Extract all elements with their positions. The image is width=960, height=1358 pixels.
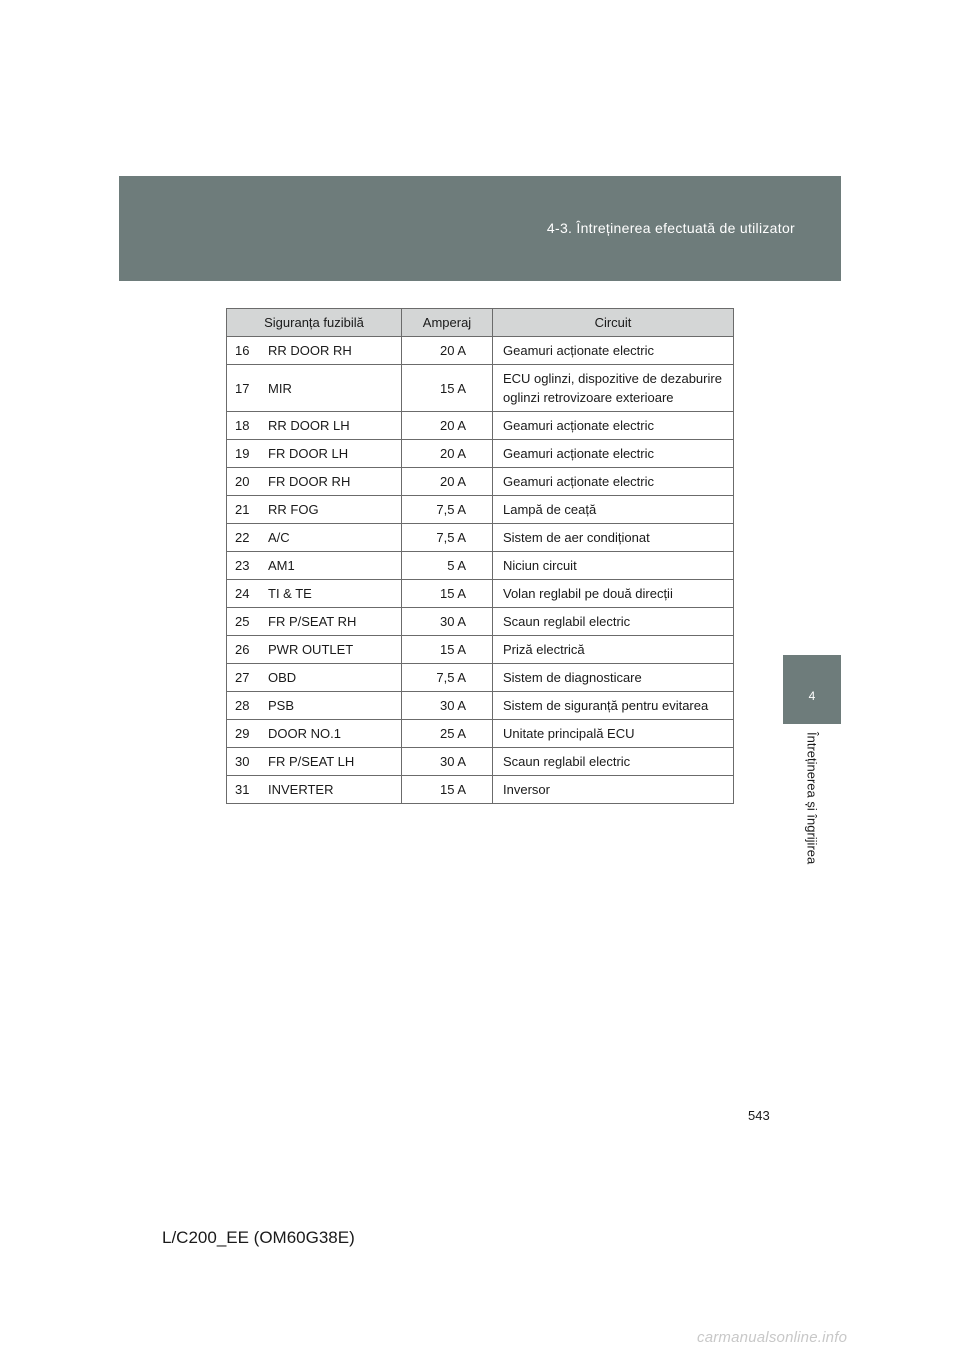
fuse-amperage: 7,5 A [402, 524, 493, 552]
table-row [227, 608, 734, 636]
fuse-circuit: Scaun reglabil electric [493, 748, 734, 776]
table-row [227, 692, 734, 720]
fuse-name: DOOR NO.1 [258, 720, 402, 748]
fuse-amperage: 7,5 A [402, 664, 493, 692]
fuse-circuit: Sistem de siguranță pentru evitarea [493, 692, 734, 720]
fuse-number: 23 [227, 552, 259, 580]
fuse-number: 21 [227, 496, 259, 524]
table-row [227, 552, 734, 580]
fuse-amperage: 20 A [402, 412, 493, 440]
section-header-band [119, 176, 841, 281]
table-header-row [227, 309, 734, 337]
fuse-circuit: Volan reglabil pe două direcții [493, 580, 734, 608]
table-row [227, 580, 734, 608]
fuse-circuit: Geamuri acționate electric [493, 337, 734, 365]
fuse-number: 29 [227, 720, 259, 748]
page-number: 543 [748, 1108, 770, 1123]
document-code: L/C200_EE (OM60G38E) [162, 1228, 355, 1247]
fuse-name: FR P/SEAT RH [258, 608, 402, 636]
table-row [227, 365, 734, 412]
fuse-amperage: 20 A [402, 337, 493, 365]
fuse-circuit: Geamuri acționate electric [493, 440, 734, 468]
fuse-name: FR DOOR RH [258, 468, 402, 496]
fuse-table [226, 308, 734, 804]
header-amperage: Amperaj [402, 309, 493, 337]
watermark-link[interactable]: carmanualsonline.info [697, 1329, 848, 1346]
fuse-name: A/C [258, 524, 402, 552]
fuse-circuit [493, 365, 734, 412]
fuse-circuit: Geamuri acționate electric [493, 412, 734, 440]
fuse-name: PWR OUTLET [258, 636, 402, 664]
fuse-number: 27 [227, 664, 259, 692]
fuse-number: 18 [227, 412, 259, 440]
table-row [227, 440, 734, 468]
fuse-amperage: 15 A [402, 636, 493, 664]
fuse-amperage: 15 A [402, 580, 493, 608]
fuse-circuit: Sistem de diagnosticare [493, 664, 734, 692]
circuit-line-1: ECU oglinzi, dispozitive de dezaburire [503, 371, 722, 386]
fuse-number: 20 [227, 468, 259, 496]
table-row [227, 776, 734, 804]
fuse-name: TI & TE [258, 580, 402, 608]
fuse-amperage: 7,5 A [402, 496, 493, 524]
section-title: 4-3. Întreținerea efectuată de utilizator [546, 220, 795, 236]
fuse-number: 24 [227, 580, 259, 608]
fuse-amperage: 25 A [402, 720, 493, 748]
fuse-number: 26 [227, 636, 259, 664]
fuse-amperage: 15 A [402, 776, 493, 804]
fuse-amperage: 30 A [402, 748, 493, 776]
table-row [227, 468, 734, 496]
chapter-number: 4 [808, 689, 816, 703]
fuse-name: INVERTER [258, 776, 402, 804]
fuse-circuit: Geamuri acționate electric [493, 468, 734, 496]
fuse-amperage: 15 A [402, 365, 493, 412]
fuse-name: RR DOOR RH [258, 337, 402, 365]
table-row [227, 412, 734, 440]
fuse-number: 30 [227, 748, 259, 776]
table-row [227, 524, 734, 552]
fuse-name: RR DOOR LH [258, 412, 402, 440]
fuse-number: 22 [227, 524, 259, 552]
table-row [227, 337, 734, 365]
fuse-number: 25 [227, 608, 259, 636]
table-row [227, 636, 734, 664]
fuse-name: RR FOG [258, 496, 402, 524]
header-circuit: Circuit [493, 309, 734, 337]
fuse-name: AM1 [258, 552, 402, 580]
header-fuse: Siguranța fuzibilă [227, 309, 402, 337]
fuse-amperage: 20 A [402, 440, 493, 468]
fuse-amperage: 5 A [402, 552, 493, 580]
fuse-circuit: Priză electrică [493, 636, 734, 664]
fuse-number: 31 [227, 776, 259, 804]
fuse-circuit: Lampă de ceață [493, 496, 734, 524]
fuse-circuit: Scaun reglabil electric [493, 608, 734, 636]
fuse-name: FR P/SEAT LH [258, 748, 402, 776]
fuse-name: PSB [258, 692, 402, 720]
fuse-name: FR DOOR LH [258, 440, 402, 468]
fuse-name: OBD [258, 664, 402, 692]
table-row [227, 720, 734, 748]
fuse-circuit: Niciun circuit [493, 552, 734, 580]
fuse-number: 17 [227, 365, 259, 412]
table-row [227, 664, 734, 692]
circuit-line-2: oglinzi retrovizoare exterioare [503, 390, 674, 405]
fuse-name: MIR [258, 365, 402, 412]
table-row [227, 496, 734, 524]
fuse-number: 28 [227, 692, 259, 720]
fuse-number: 19 [227, 440, 259, 468]
fuse-circuit: Sistem de aer condiționat [493, 524, 734, 552]
fuse-number: 16 [227, 337, 259, 365]
table-row [227, 748, 734, 776]
fuse-circuit: Unitate principală ECU [493, 720, 734, 748]
fuse-amperage: 30 A [402, 692, 493, 720]
chapter-tab[interactable] [783, 655, 841, 724]
chapter-label: Întreținerea și îngrijirea [804, 732, 820, 865]
fuse-amperage: 20 A [402, 468, 493, 496]
fuse-circuit: Inversor [493, 776, 734, 804]
fuse-amperage: 30 A [402, 608, 493, 636]
